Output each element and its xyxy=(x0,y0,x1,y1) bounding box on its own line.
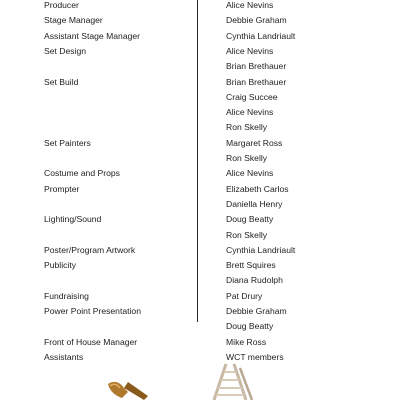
role-label: Poster/Program Artwork xyxy=(44,244,136,255)
person-name: Ron Skelly xyxy=(226,153,268,163)
role-label: Publicity xyxy=(44,260,76,271)
role-label: Set Build xyxy=(44,76,79,87)
role-label: Fundraising xyxy=(44,290,89,301)
role-label: Lighting/Sound xyxy=(44,214,102,225)
person-name: Doug Beatty xyxy=(226,214,274,225)
person-name: Alice Nevins xyxy=(226,168,274,179)
paintbrush-icon xyxy=(104,362,154,400)
person-name: Brian Brethauer xyxy=(226,61,287,72)
person-name: Mike Ross xyxy=(226,336,267,347)
person-name: Ron Skelly xyxy=(226,122,268,133)
person-name: Debbie Graham xyxy=(226,15,287,26)
person-name: WCT members xyxy=(226,351,284,362)
role-label: Set Design xyxy=(44,45,87,56)
person-name: Alice Nevins xyxy=(226,0,274,10)
person-name: Cynthia Landriault xyxy=(226,30,296,41)
role-label: Producer xyxy=(44,0,79,10)
person-name: Doug Beatty xyxy=(226,321,274,332)
person-name: Pat Drury xyxy=(226,290,263,301)
person-name: Cynthia Landriault xyxy=(226,244,296,255)
person-name: Alice Nevins xyxy=(226,107,274,118)
person-name: Ron Skelly xyxy=(226,229,268,240)
person-name: Diana Rudolph xyxy=(226,275,283,286)
role-label: Prompter xyxy=(44,183,80,194)
role-label: Assistants xyxy=(44,351,84,362)
role-label: Stage Manager xyxy=(44,15,103,26)
column-divider xyxy=(197,0,198,322)
person-name: Brett Squires xyxy=(226,260,276,271)
role-label: Assistant Stage Manager xyxy=(44,30,141,41)
role-label: Power Point Presentation xyxy=(44,306,141,316)
person-name: Debbie Graham xyxy=(226,306,287,316)
ladder-icon xyxy=(208,362,258,400)
person-name: Elizabeth Carlos xyxy=(226,183,289,194)
person-name: Margaret Ross xyxy=(226,137,283,148)
role-label: Costume and Props xyxy=(44,168,120,179)
person-name: Brian Brethauer xyxy=(226,76,287,87)
person-name: Daniella Henry xyxy=(226,198,283,209)
person-name: Alice Nevins xyxy=(226,45,274,56)
role-label: Set Painters xyxy=(44,137,91,148)
role-label: Front of House Manager xyxy=(44,336,138,347)
person-name: Craig Succee xyxy=(226,91,278,102)
